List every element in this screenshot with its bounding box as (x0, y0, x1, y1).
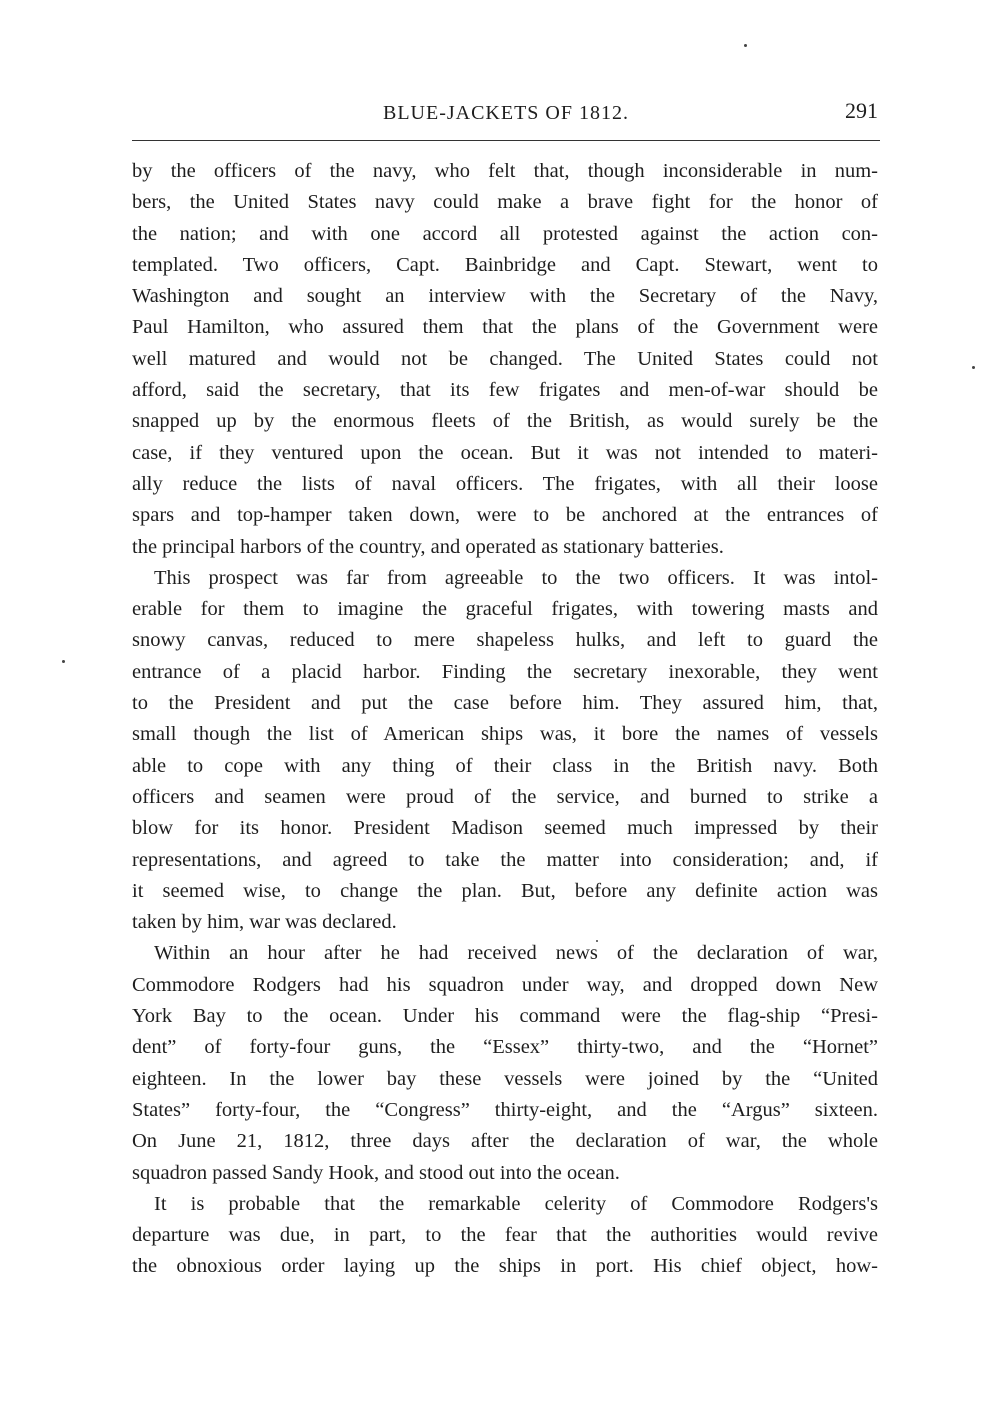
scan-speck (596, 940, 598, 942)
text-line: Washington and sought an interview with the Secretary of the Navy, (132, 285, 878, 308)
text-line: eighteen. In the lower bay these vessels were joined by the “United (132, 1067, 878, 1090)
text-line: Commodore Rodgers had his squadron under way, and dropped down New (132, 973, 878, 996)
text-line: the principal harbors of the country, and operated as stationary batteries. (132, 535, 724, 558)
text-line: snowy canvas, reduced to mere shapeless hulks, and left to guard the (132, 629, 878, 652)
text-line: to the President and put the case before him. They assured him, that, (132, 692, 878, 715)
text-line: snapped up by the enormous fleets of the British, as would surely be the (132, 410, 878, 433)
text-line: Within an hour after he had received news of the declaration of war, (154, 942, 878, 965)
running-head (132, 98, 880, 130)
text-line: States” forty-four, the “Congress” thirty-eight, and the “Argus” sixteen. (132, 1098, 878, 1121)
text-line: taken by him, war was declared. (132, 911, 397, 934)
text-line: Paul Hamilton, who assured them that the plans of the Government were (132, 316, 878, 339)
text-line: entrance of a placid harbor. Finding the secretary inexorable, they went (132, 660, 878, 683)
text-line: representations, and agreed to take the matter into consideration; and, if (132, 848, 878, 871)
text-line: bers, the United States navy could make a brave fight for the honor of (132, 191, 878, 214)
text-line: the nation; and with one accord all protested against the action con- (132, 222, 878, 245)
text-line: the obnoxious order laying up the ships in port. His chief object, how- (132, 1255, 878, 1278)
text-line: small though the list of American ships was, it bore the names of vessels (132, 723, 878, 746)
text-line: It is probable that the remarkable celerity of Commodore Rodgers's (154, 1192, 878, 1215)
text-line: York Bay to the ocean. Under his command were the flag-ship “Presi- (132, 1005, 878, 1028)
text-line: On June 21, 1812, three days after the declaration of war, the whole (132, 1130, 878, 1153)
text-line: dent” of forty-four guns, the “Essex” thirty-two, and the “Hornet” (132, 1036, 878, 1059)
scan-speck (62, 660, 65, 663)
running-title: BLUE-JACKETS OF 1812. (382, 102, 629, 124)
scan-speck (744, 44, 747, 47)
paragraph-2 (132, 563, 878, 939)
text-line: officers and seamen were proud of the service, and burned to strike a (132, 785, 878, 808)
text-line: templated. Two officers, Capt. Bainbridge and Capt. Stewart, went to (132, 253, 878, 276)
text-line: spars and top-hamper taken down, were to be anchored at the entrances of (132, 504, 878, 527)
paragraph-1 (132, 156, 878, 563)
text-line: it seemed wise, to change the plan. But, before any definite action was (132, 879, 878, 902)
header-rule (132, 140, 880, 141)
text-line: able to cope with any thing of their class in the British navy. Both (132, 754, 878, 777)
text-line: case, if they ventured upon the ocean. But it was not intended to materi- (132, 441, 878, 464)
text-line: afford, said the secretary, that its few frigates and men-of-war should be (132, 379, 878, 402)
text-line: squadron passed Sandy Hook, and stood out into the ocean. (132, 1161, 620, 1184)
text-line: departure was due, in part, to the fear that the authorities would revive (132, 1224, 878, 1247)
text-line: blow for its honor. President Madison seemed much impressed by their (132, 817, 878, 840)
paragraph-4 (132, 1189, 878, 1283)
scan-speck (972, 366, 975, 369)
text-line: This prospect was far from agreeable to the two officers. It was intol- (154, 566, 878, 589)
text-line: by the officers of the navy, who felt that, though inconsiderable in num- (132, 160, 878, 182)
text-line: ally reduce the lists of naval officers. The frigates, with all their loose (132, 472, 878, 495)
page-number: 291 (845, 98, 878, 123)
text-line: well matured and would not be changed. The United States could not (132, 347, 878, 370)
body-text (132, 156, 878, 1283)
text-line: erable for them to imagine the graceful frigates, with towering masts and (132, 598, 878, 621)
paragraph-3 (132, 938, 878, 1188)
